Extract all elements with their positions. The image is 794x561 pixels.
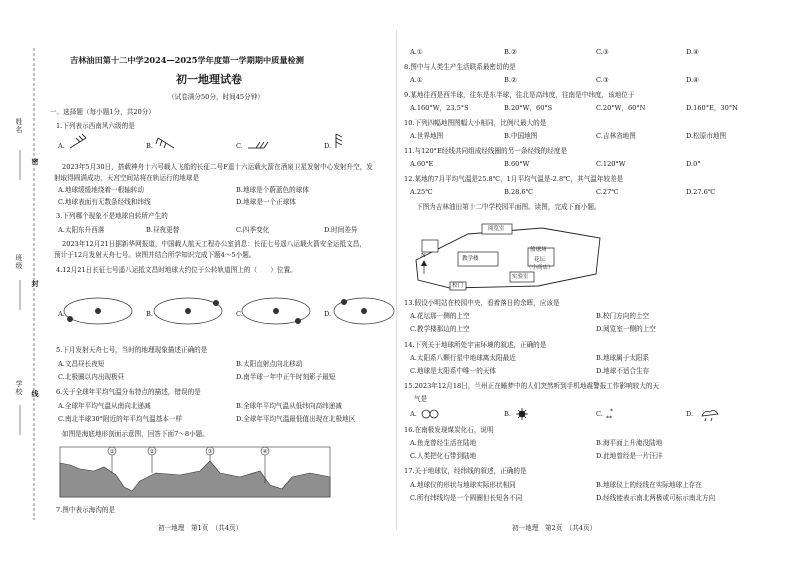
q4-option-d[interactable]: D. [324,310,332,318]
q9-option-a[interactable]: A.160°W，23.5°S [410,104,469,112]
q16-option-b[interactable]: B.海平面上升淹没陆地 [596,439,663,447]
q1-option-b[interactable]: B. [146,142,153,150]
q14-option-b[interactable]: B.地球属于太阳系 [596,354,650,362]
q8-option-b[interactable]: B.② [504,76,517,84]
q15-option-a[interactable]: A. [410,410,417,418]
q15-option-c[interactable]: C. [596,410,603,418]
q8-option-a[interactable]: A.① [410,76,423,84]
q11-option-d[interactable]: D.0° [686,160,701,168]
passage-1-line1: 2023年12月21日据新华网报道，中国载人航天工程办公室消息：长征七号遥八运载火箭安全运抵文昌， [62,240,366,248]
map-label-basketball-court: 篮球场 [530,247,547,253]
wind-symbols-icon [48,134,400,154]
q17-option-a[interactable]: A.地球仪的形状与地球实际形状相同 [410,481,516,489]
q10-option-d[interactable]: D.松原市地图 [686,132,727,140]
q11-option-b[interactable]: B.60°W [504,160,530,168]
q1-option-a[interactable]: A. [58,142,65,150]
q15-option-d[interactable]: D. [686,410,694,418]
campus-map-drawing [410,216,610,292]
orbit-diagrams-icon [48,283,400,343]
q17-option-c[interactable]: C.所有纬线均是一个圆圈但长短各不同 [410,494,523,502]
q4-option-c[interactable]: C. [236,310,243,318]
question-7: 7.图中表示海沟的是 [56,506,116,514]
page-divider [396,30,397,530]
q13-option-c[interactable]: C.教学楼那边的上空 [410,325,470,333]
question-17: 17.关于地球仪，经纬线的叙述，正确的是 [404,467,527,475]
binding-strip [0,0,52,561]
svg-text:①: ① [109,449,115,455]
map-label-teaching-building: 教学楼 [462,256,479,262]
q3-option-a[interactable]: A.太阳东升西落 [58,226,105,234]
question-6: 6.关于全球年平均气温分布特点的描述，错误的是 [56,388,201,396]
left-page [48,0,400,561]
q8-option-c[interactable]: C.③ [596,76,609,84]
question-14: 14.下列关于地球所处宇宙环境的叙述，正确的是 [404,341,547,349]
question-10: 10.下列四幅地图图幅大小相同，比例尺最大的是 [404,119,547,127]
q6-option-b[interactable]: B.全球年平均气温从低纬向高纬递减 [236,402,342,410]
side-label-school: 学校 [15,380,23,396]
q10-option-b[interactable]: B.中国地图 [504,132,538,140]
map-label-lab: 实验室 [512,274,529,280]
q16-option-c[interactable]: C.人类把化石带到陆地 [410,452,477,460]
q16-option-d[interactable]: D.此地曾经是一片汪洋 [596,452,663,460]
q4-option-a[interactable]: A. [58,310,65,318]
seal-char-2: 封 [31,280,40,288]
q12-option-a[interactable]: A.25℃ [410,188,433,196]
q9-option-c[interactable]: C.20°W，60°N [596,104,646,112]
q4-option-b[interactable]: B. [146,310,153,318]
exam-subtitle: 初一地理试卷 [176,73,242,86]
q16-option-a[interactable]: A.鱼龙曾经生活在陆地 [410,439,477,447]
q10-option-c[interactable]: C.吉林省地图 [596,132,636,140]
q2-option-a[interactable]: A.地球缓缓地绕着一根轴转动 [58,186,144,194]
section-heading: 一、选择题（每小题1分，共20分） [50,108,155,116]
q2-option-b[interactable]: B.地球是个蔚蓝色的球体 [236,186,309,194]
q7-option-c[interactable]: C.③ [596,48,609,56]
question-2-line1: 2023年5月30日，搭载神舟十六号载人飞船的长征二号F遥十六运载火箭在酒泉卫星发射中心发射升空，发 [62,163,373,171]
q14-option-a[interactable]: A.太阳系八颗行星中地球离太阳最近 [410,354,516,362]
question-13: 13.假设小明站在校园中央，看着落日的余晖，应该是 [404,299,560,307]
svg-text:②: ② [149,449,155,455]
q10-option-a[interactable]: A.世界地图 [410,132,444,140]
svg-text:**: ** [606,415,612,422]
right-footer: 初一地理 第2页 （共4页） [512,524,597,532]
passage-2: 如图是海底地形剖面示意图，回答下面7～8小题。 [62,430,209,438]
q5-option-b[interactable]: B.太阳直射点向北移动 [236,360,303,368]
map-label-reading-room: 阅览室 [488,226,505,232]
q3-option-c[interactable]: C.四季变化 [236,226,270,234]
q2-option-c[interactable]: C.地球表面有无数条经线和纬线 [58,198,151,206]
q15-option-b[interactable]: B. [504,410,511,418]
q12-option-b[interactable]: B.28.6℃ [504,188,533,196]
right-page [400,0,794,561]
q9-option-d[interactable]: D.160°E，30°N [686,104,738,112]
q13-option-a[interactable]: A.花坛那一侧的上空 [410,312,470,320]
q11-option-c[interactable]: C.120°W [596,160,626,168]
q5-option-a[interactable]: A.文昌昼长夜短 [58,360,105,368]
q17-option-d[interactable]: D.经线能表示南北两极或可标示南北方向 [596,494,716,502]
svg-text:④: ④ [262,449,268,455]
map-label-gate: 校门 [452,283,464,289]
question-8: 8.图中与人类生产生活联系最密切的是 [404,63,516,71]
q6-option-d[interactable]: D.全球年平均气温最低值出现在北极地区 [236,415,356,423]
q12-option-d[interactable]: D.27.6℃ [686,188,716,196]
q13-option-d[interactable]: D.阅览室一侧的上空 [596,325,656,333]
q8-option-d[interactable]: D.④ [686,76,700,84]
q5-option-d[interactable]: D.南半球一年中正午时刻影子最短 [236,373,336,381]
question-5: 5.下月发射天舟七号，当时的地理现象描述正确的是 [56,346,208,354]
question-11: 11.与120°E经线共同组成经线圈的另一条经线的经度是 [404,147,568,155]
weather-symbols-icon [400,406,794,422]
svg-text:③: ③ [207,449,213,455]
exam-title: 吉林油田第十二中学2024—2025学年度第一学期期中质量检测 [70,55,304,65]
q1-option-c[interactable]: C. [236,142,243,150]
question-1: 1.下列表示西南风六级的是 [56,122,135,130]
q13-option-b[interactable]: B.校门方向的上空 [596,312,650,320]
q11-option-a[interactable]: A.60°E [410,160,434,168]
exam-note: （试卷满分50分，时间45分钟） [168,93,264,101]
question-4: 4.12月21日长征七号遥八运抵文昌时地球大约位于公转轨道图上的（ ）位置。 [56,266,297,274]
question-2-line2: 射取得圆满成功，天宫空间站将在轨运行的地球是 [54,174,200,182]
map-label-store: （小商店） [526,265,554,271]
seal-char-3: 线 [31,390,40,398]
q3-option-d[interactable]: D.时间差异 [324,226,358,234]
map-label-flower-bed: 花坛 [534,257,546,263]
question-9: 9.某地往西是西半球，往东是东半球，往北是高纬度，往南是中纬度，该地位于 [404,91,635,99]
campus-map [410,216,610,292]
question-15-line1: 15.2023年12月18日，兰州正在睡梦中的人们突然听到手机地震警报工作影响较大的天 [404,382,660,390]
q14-option-d[interactable]: D.地球不适合生存 [596,367,650,375]
q6-option-a[interactable]: A.全球年平均气温从南向北递减 [58,402,151,410]
left-footer: 初一地理 第1页 （共4页） [158,524,243,532]
q3-option-b[interactable]: B.昼夜更替 [146,226,180,234]
question-3: 3.下列哪个现象不是地球自转所产生的 [56,212,168,220]
seabed-profile-icon [60,443,340,501]
seal-dashed-line [0,0,52,561]
q2-option-d[interactable]: D.地球是一个正球体 [236,198,296,206]
svg-text:*: * [610,408,613,415]
q7-option-d[interactable]: D.④ [686,48,700,56]
q7-option-b[interactable]: B.② [504,48,517,56]
q7-option-a[interactable]: A.① [410,48,423,56]
passage-1-line2: 预计于12月发射天舟七号。读图并结合所学知识完成下题4～5小题。 [54,251,256,259]
passage-3: 下图为吉林油田第十二中学校园平面图。读图，完成下面小题。 [416,203,601,211]
q12-option-c[interactable]: C.27℃ [596,188,619,196]
q9-option-b[interactable]: B.20°W，60°S [504,104,553,112]
question-15-line2: 气是 [414,395,428,403]
question-16: 16.在南极发现煤炭化石，说明 [404,426,494,434]
q14-option-c[interactable]: C.地球是太阳系中唯一的天体 [410,367,497,375]
q5-option-c[interactable]: C.北极圈以内出现极昼 [58,373,125,381]
question-12: 12.某地的7月平均气温是25.8℃，1月平均气温是-2.8℃，其气温年较差是 [404,175,624,183]
seal-char-1: 密 [31,158,40,166]
q1-option-d[interactable]: D. [324,142,332,150]
side-label-class: 班级 [15,254,23,270]
q6-option-c[interactable]: C.南北半球30°附近的年平均气温基本一样 [58,415,183,423]
q17-option-b[interactable]: B.地球仪上的经线在实际地球上存在 [596,481,702,489]
map-north-arrow: N [421,253,426,259]
side-label-name: 姓名 [15,118,23,134]
